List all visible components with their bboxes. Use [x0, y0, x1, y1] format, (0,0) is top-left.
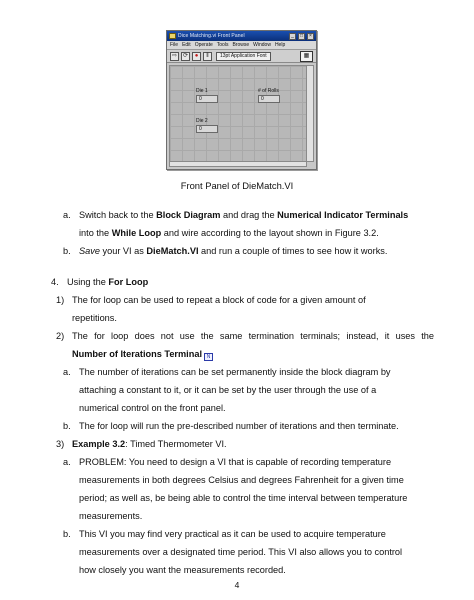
run-continuously-icon[interactable]: ⟳: [182, 52, 189, 59]
step-a2-bold-while-loop: While Loop: [111, 228, 162, 238]
step-a-line2: [79, 227, 379, 239]
iteration-terminal-icon: N: [204, 353, 213, 361]
vertical-scrollbar[interactable]: [306, 65, 314, 162]
p3b-line2: measurements over a designated time period. This VI also allows you to control: [79, 547, 403, 557]
p2a-marker: a.: [63, 367, 71, 377]
p1-line1: The for loop can be used to repeat a block of code for a given amount of: [72, 295, 366, 305]
p2a-line1: The number of iterations can be set permanently inside the block diagram by: [79, 367, 391, 377]
p3b-line3: how closely you want the measurements recorded.: [79, 565, 286, 575]
p3a-line2: measurements in both degrees Celsius and degrees Fahrenheit for a given time: [79, 475, 404, 485]
step-a-text: Switch back to the: [79, 210, 157, 220]
p1-line2: repetitions.: [72, 313, 117, 323]
horizontal-scrollbar[interactable]: [169, 161, 307, 167]
figure-caption: Front Panel of DieMatch.VI: [180, 180, 294, 191]
abort-icon[interactable]: ●: [192, 52, 201, 61]
p3a-line1: PROBLEM: You need to design a VI that is capable of recording temperature: [79, 457, 392, 467]
labview-front-panel-screenshot: [166, 30, 317, 170]
item4-bold-for-loop: For Loop: [108, 277, 149, 287]
p3a-marker: a.: [63, 457, 71, 467]
p3b-line1: This VI you may find very practical as it can be used to acquire temperature: [79, 529, 386, 539]
p2b-marker: b.: [63, 421, 71, 431]
front-panel-canvas: [169, 65, 307, 162]
menu-operate[interactable]: Operate: [194, 42, 213, 48]
window-titlebar: [167, 31, 316, 41]
p2a-line3: numerical control on the front panel.: [79, 403, 226, 413]
p2b-line1: The for loop will run the pre-described number of iterations and then terminate.: [79, 421, 399, 431]
step-a-bold-block-diagram: Block Diagram: [156, 210, 221, 220]
step-b-bold-filename: DieMatch.VI: [146, 246, 199, 256]
p2-line1: The for loop does not use the same termination terminals; instead, it uses the: [72, 331, 434, 341]
labview-app-icon: [169, 33, 176, 39]
menu-file[interactable]: File: [170, 42, 179, 48]
step-b-text: your VI as: [99, 246, 147, 256]
p2-bold-iterations-terminal: Number of Iterations Terminal: [72, 349, 203, 359]
p2-line2: [72, 348, 213, 361]
step-a-text2: and drag the: [220, 210, 278, 220]
p3-heading: [72, 438, 227, 450]
menu-window[interactable]: Window: [253, 42, 271, 48]
step-b-italic-save: Save: [79, 246, 100, 256]
item4-marker: 4.: [51, 277, 59, 287]
menu-edit[interactable]: Edit: [182, 42, 191, 48]
close-icon[interactable]: ×: [307, 33, 314, 40]
step-a-bold-terminals: Numerical Indicator Terminals: [277, 210, 409, 220]
minimize-icon[interactable]: _: [289, 33, 296, 40]
p1-marker: 1): [56, 295, 65, 305]
die1-indicator: 0: [196, 95, 218, 103]
p3-text: : Timed Thermometer VI.: [125, 439, 227, 449]
die2-label: Die 2: [196, 118, 208, 124]
die1-label: Die 1: [196, 88, 208, 94]
menu-tools[interactable]: Tools: [216, 42, 229, 48]
p2-marker: 2): [56, 331, 65, 341]
p3-bold-example: Example 3.2: [72, 439, 126, 449]
menu-help[interactable]: Help: [274, 42, 286, 48]
p3a-line4: measurements.: [79, 511, 143, 521]
p3a-line3: period; as well as, be being able to control the time interval between temperature: [79, 493, 408, 503]
die2-indicator: 0: [196, 125, 218, 133]
window-title: Dice Matching.vi Front Panel: [178, 33, 245, 39]
step-b-marker: b.: [63, 246, 71, 256]
font-select[interactable]: 13pt Application Font: [216, 52, 271, 61]
p3-marker: 3): [56, 439, 65, 449]
step-b-line: [79, 245, 387, 257]
rolls-label: # of Rolls: [258, 88, 279, 94]
step-a2-text2: and wire according to the layout shown in Figure 3.2.: [161, 228, 379, 238]
step-a2-text: into the: [79, 228, 112, 238]
toolbar: [167, 50, 316, 63]
p3b-marker: b.: [63, 529, 71, 539]
page-number: 4: [234, 580, 240, 590]
menu-bar: [167, 41, 316, 50]
pause-icon[interactable]: ‖: [203, 52, 212, 61]
p2a-line2: attaching a constant to it, or it can be set by the user through the use of a: [79, 385, 377, 395]
maximize-icon[interactable]: □: [299, 32, 304, 39]
menu-browse[interactable]: Browse: [232, 42, 250, 48]
step-b-text2: and run a couple of times to see how it works.: [198, 246, 388, 256]
step-a-line1: [79, 209, 408, 221]
run-icon[interactable]: ⇨: [171, 52, 178, 59]
vi-connector-icon: ▦: [300, 51, 313, 62]
item4-text: Using the: [67, 277, 109, 287]
rolls-indicator: 0: [258, 95, 280, 103]
item4-heading: [67, 276, 148, 288]
step-a-marker: a.: [63, 210, 71, 220]
